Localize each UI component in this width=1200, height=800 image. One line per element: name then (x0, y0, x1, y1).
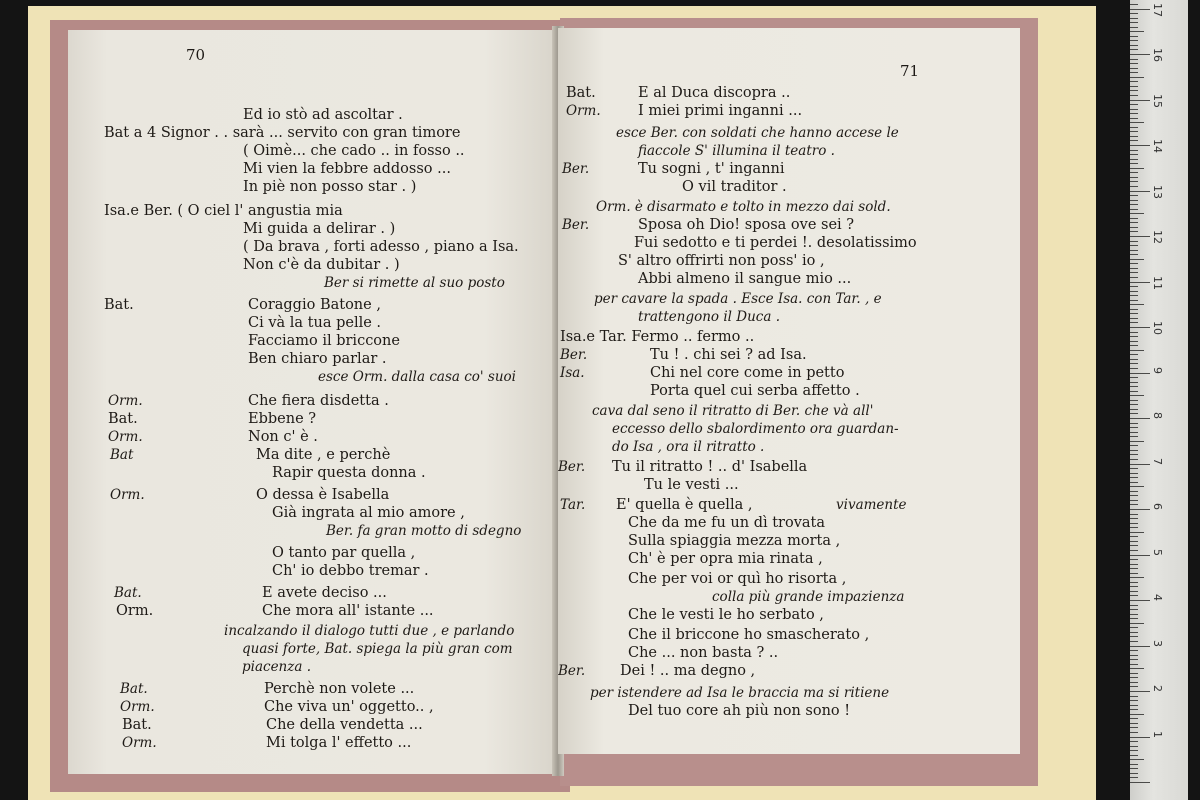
ruler-tick (1130, 241, 1138, 242)
ruler-tick (1130, 705, 1138, 706)
text-line: eccesso dello sbalordimento ora guardan- (612, 421, 899, 437)
text-line: quasi forte, Bat. spiega la più gran com (242, 641, 513, 657)
ruler-tick (1130, 332, 1138, 333)
text-line: Ber. fa gran motto di sdegno (326, 523, 522, 539)
text-line: Isa.e Tar. Fermo .. fermo .. (560, 329, 755, 345)
ruler-tick (1130, 659, 1138, 660)
ruler-tick (1130, 577, 1144, 578)
ruler-tick (1130, 504, 1138, 505)
ruler-label: 14 (1151, 139, 1164, 153)
ruler-tick (1130, 259, 1144, 260)
ruler-tick (1130, 272, 1138, 273)
ruler-tick (1130, 436, 1138, 437)
ruler-tick (1130, 450, 1138, 451)
ruler-tick (1130, 718, 1138, 719)
ruler-tick (1130, 764, 1138, 765)
text-line: Tu il ritratto ! .. d' Isabella (612, 459, 808, 475)
text-line: Orm. (110, 487, 145, 503)
ruler-tick (1130, 668, 1144, 669)
ruler-tick (1130, 400, 1138, 401)
text-line: Chi nel core come in petto (650, 365, 845, 381)
ruler-tick (1130, 614, 1138, 615)
ruler-tick (1130, 691, 1150, 692)
ruler-tick (1130, 282, 1150, 283)
ruler-tick (1130, 441, 1144, 442)
text-line: Bat. (120, 681, 148, 697)
ruler-tick (1130, 109, 1138, 110)
ruler-tick (1130, 145, 1150, 146)
ruler-tick (1130, 177, 1138, 178)
ruler-tick (1130, 664, 1138, 665)
ruler-tick (1130, 277, 1138, 278)
ruler-label: 12 (1151, 230, 1164, 244)
ruler-tick (1130, 222, 1138, 223)
ruler-tick (1130, 464, 1150, 465)
ruler-tick (1130, 454, 1138, 455)
text-line: Isa. (560, 365, 585, 381)
text-line: E al Duca discopra .. (638, 85, 791, 101)
ruler-tick (1130, 291, 1138, 292)
ruler-tick (1130, 641, 1138, 642)
text-line: trattengono il Duca . (638, 309, 780, 325)
ruler-tick (1130, 386, 1138, 387)
ruler-tick (1130, 313, 1138, 314)
ruler-tick (1130, 500, 1138, 501)
ruler-tick (1130, 491, 1138, 492)
ruler-tick (1130, 727, 1138, 728)
text-line: Porta quel cui serba affetto . (650, 383, 860, 399)
text-line: do Isa , ora il ritratto . (612, 439, 765, 455)
text-line: Ma dite , e perchè (256, 447, 391, 463)
left-page (68, 30, 558, 774)
ruler-tick (1130, 181, 1138, 182)
ruler-tick (1130, 140, 1138, 141)
ruler-tick (1130, 163, 1138, 164)
ruler-tick (1130, 13, 1138, 14)
text-line: esce Ber. con soldati che hanno accese le (616, 125, 899, 141)
ruler-tick (1130, 318, 1138, 319)
ruler-label: 17 (1151, 2, 1164, 17)
ruler-tick (1130, 27, 1138, 28)
text-line: Orm. (120, 699, 155, 715)
text-line: Ber. (558, 459, 586, 475)
ruler-tick (1130, 486, 1144, 487)
ruler-tick (1130, 127, 1138, 128)
ruler-tick (1130, 81, 1138, 82)
ruler-tick (1130, 368, 1138, 369)
text-line: per istendere ad Isa le braccia ma si ritiene (590, 685, 890, 701)
ruler-tick (1130, 391, 1138, 392)
ruler-tick (1130, 413, 1138, 414)
ruler-tick (1130, 723, 1138, 724)
text-line: fiaccole S' illumina il teatro . (638, 143, 835, 159)
ruler-tick (1130, 172, 1138, 173)
text-line: Dei ! .. ma degno , (620, 663, 756, 679)
ruler-tick (1130, 36, 1138, 37)
text-line: In piè non posso star . ) (243, 179, 417, 195)
ruler-tick (1130, 131, 1138, 132)
ruler-tick (1130, 286, 1138, 287)
ruler-tick (1130, 300, 1138, 301)
ruler-tick (1130, 600, 1150, 601)
ruler-tick (1130, 677, 1138, 678)
text-line: Che ... non basta ? .. (628, 645, 779, 661)
text-line: ( Da brava , forti adesso , piano a Isa. (243, 239, 519, 255)
ruler-tick (1130, 341, 1138, 342)
ruler-tick (1130, 568, 1138, 569)
ruler-tick (1130, 595, 1138, 596)
ruler-tick (1130, 304, 1144, 305)
text-line: S' altro offrirti non poss' io , (618, 253, 825, 269)
text-line: Non c' è . (248, 429, 318, 445)
ruler-tick (1130, 363, 1138, 364)
ruler-label: 1 (1151, 730, 1164, 738)
text-line: piacenza . (242, 659, 311, 675)
ruler-tick (1130, 509, 1150, 510)
ruler-tick (1130, 31, 1144, 32)
text-line: Del tuo core ah più non sono ! (628, 703, 851, 719)
ruler-tick (1130, 495, 1138, 496)
text-line: Ber. (562, 161, 590, 177)
right-page (558, 28, 1020, 754)
ruler-label: 7 (1151, 457, 1164, 465)
text-line: Tu ! . chi sei ? ad Isa. (650, 347, 807, 363)
text-line: Bat (110, 447, 134, 463)
ruler-tick (1130, 632, 1138, 633)
ruler-tick (1130, 618, 1138, 619)
ruler-tick (1130, 696, 1138, 697)
text-line: Ber. (558, 663, 586, 679)
ruler-tick (1130, 200, 1138, 201)
ruler-tick (1130, 195, 1138, 196)
ruler-tick (1130, 609, 1138, 610)
text-line: Ed io stò ad ascoltar . (243, 107, 403, 123)
ruler-tick (1130, 90, 1138, 91)
ruler-tick (1130, 591, 1138, 592)
ruler-tick (1130, 336, 1138, 337)
text-line: Bat. (108, 411, 138, 427)
ruler-tick (1130, 532, 1144, 533)
ruler-tick (1130, 186, 1138, 187)
text-line: Che mora all' istante ... (262, 603, 434, 619)
ruler-tick (1130, 295, 1138, 296)
text-line: Bat. (566, 85, 596, 101)
ruler-tick (1130, 409, 1138, 410)
ruler-tick (1130, 359, 1138, 360)
ruler-tick (1130, 49, 1138, 50)
ruler-tick (1130, 586, 1138, 587)
ruler-tick (1130, 245, 1138, 246)
ruler-label: 16 (1151, 48, 1164, 62)
text-line: Mi guida a delirar . ) (243, 221, 396, 237)
ruler-tick (1130, 737, 1150, 738)
text-line: incalzando il dialogo tutti due , e parlando (224, 623, 515, 639)
text-line: Perchè non volete ... (264, 681, 415, 697)
ruler-tick (1130, 777, 1138, 778)
ruler-tick (1130, 427, 1138, 428)
text-line: Tar. (560, 497, 586, 513)
text-line: Orm. (566, 103, 601, 119)
text-line: Sulla spiaggia mezza morta , (628, 533, 841, 549)
ruler-tick (1130, 527, 1138, 528)
page-number-left: 70 (186, 46, 206, 64)
ruler-tick (1130, 682, 1138, 683)
ruler-tick (1130, 95, 1138, 96)
text-line: Orm. (108, 429, 143, 445)
ruler-tick (1130, 573, 1138, 574)
ruler-tick (1130, 627, 1138, 628)
ruler-tick (1130, 523, 1138, 524)
text-line: Bat. (104, 297, 134, 313)
text-line: Orm. (108, 393, 143, 409)
ruler-tick (1130, 236, 1150, 237)
ruler-label: 6 (1151, 503, 1164, 510)
ruler-tick (1130, 750, 1138, 751)
ruler-tick (1130, 218, 1138, 219)
ruler-tick (1130, 432, 1138, 433)
ruler-tick (1130, 86, 1138, 87)
ruler-tick (1130, 423, 1138, 424)
text-line: Ch' io debbo tremar . (272, 563, 429, 579)
ruler-tick (1130, 473, 1138, 474)
text-line: O vil traditor . (682, 179, 787, 195)
ruler-tick (1130, 382, 1138, 383)
ruler-tick (1130, 404, 1138, 405)
ruler-tick (1130, 231, 1138, 232)
ruler-tick (1130, 72, 1138, 73)
ruler-tick (1130, 623, 1144, 624)
ruler-tick (1130, 700, 1138, 701)
ruler-tick (1130, 559, 1138, 560)
ruler-tick (1130, 254, 1138, 255)
ruler-label: 8 (1151, 412, 1164, 419)
text-line: Non c'è da dubitar . ) (243, 257, 400, 273)
text-line: Ch' è per opra mia rinata , (628, 551, 823, 567)
text-line: Ci và la tua pelle . (248, 315, 382, 331)
text-line: ( Oimè... che cado .. in fosso .. (243, 143, 465, 159)
ruler-tick (1130, 686, 1138, 687)
page-number-right: 71 (900, 62, 920, 80)
ruler-tick (1130, 782, 1150, 783)
text-line: Ber. (562, 217, 590, 233)
ruler-tick (1130, 322, 1138, 323)
text-line: Orm. è disarmato e tolto in mezzo dai sold. (596, 199, 891, 215)
ruler-label: 4 (1151, 594, 1164, 601)
text-line: Che fiera disdetta . (248, 393, 389, 409)
ruler-tick (1130, 9, 1150, 10)
ruler-tick (1130, 113, 1138, 114)
ruler-tick (1130, 709, 1138, 710)
text-line: esce Orm. dalla casa co' suoi (318, 369, 516, 385)
ruler-tick (1130, 564, 1138, 565)
ruler-tick (1130, 209, 1138, 210)
text-line: Orm. (122, 735, 157, 751)
ruler-tick (1130, 4, 1138, 5)
ruler-tick (1130, 714, 1144, 715)
ruler-tick (1130, 268, 1138, 269)
text-line: Che le vesti le ho serbato , (628, 607, 824, 623)
text-line: Abbi almeno il sangue mio ... (638, 271, 852, 287)
text-line: Mi tolga l' effetto ... (266, 735, 412, 751)
ruler-label: 10 (1151, 321, 1164, 335)
ruler-tick (1130, 136, 1138, 137)
text-line: Già ingrata al mio amore , (272, 505, 465, 521)
ruler-tick (1130, 118, 1138, 119)
text-line: Che per voi or quì ho risorta , (628, 571, 847, 587)
ruler-tick (1130, 673, 1138, 674)
ruler-tick (1130, 327, 1150, 328)
ruler-tick (1130, 650, 1138, 651)
text-line: Isa.e Ber. ( O ciel l' angustia mia (104, 203, 343, 219)
text-line: Bat. (122, 717, 152, 733)
text-line: O tanto par quella , (272, 545, 416, 561)
ruler-tick (1130, 536, 1138, 537)
ruler-tick (1130, 468, 1138, 469)
text-line: Mi vien la febbre addosso ... (243, 161, 451, 177)
text-line: Che viva un' oggetto.. , (264, 699, 434, 715)
ruler-tick (1130, 373, 1150, 374)
ruler-tick (1130, 77, 1144, 78)
ruler-tick (1130, 755, 1138, 756)
ruler-label: 15 (1151, 93, 1164, 108)
text-line: vivamente (836, 497, 907, 513)
ruler-tick (1130, 555, 1150, 556)
text-line: O dessa è Isabella (256, 487, 390, 503)
text-line: Bat. (114, 585, 142, 601)
ruler-tick (1130, 154, 1138, 155)
ruler-tick (1130, 773, 1138, 774)
ruler-label: 2 (1151, 685, 1164, 692)
ruler-tick (1130, 350, 1144, 351)
ruler-tick (1130, 168, 1144, 169)
ruler-tick (1130, 768, 1138, 769)
ruler-tick (1130, 459, 1138, 460)
ruler-tick (1130, 550, 1138, 551)
ruler-label: 9 (1151, 366, 1164, 374)
text-line: Ebbene ? (248, 411, 317, 427)
ruler-tick (1130, 150, 1138, 151)
ruler-tick (1130, 655, 1138, 656)
ruler-tick (1130, 354, 1138, 355)
ruler-tick (1130, 309, 1138, 310)
ruler-tick (1130, 22, 1138, 23)
ruler-tick (1130, 605, 1138, 606)
ruler-tick (1130, 636, 1138, 637)
text-line: Rapir questa donna . (272, 465, 426, 481)
ruler-label: 13 (1151, 184, 1164, 199)
ruler-tick (1130, 345, 1138, 346)
ruler-tick (1130, 159, 1138, 160)
ruler-tick (1130, 122, 1144, 123)
text-line: cava dal seno il ritratto di Ber. che và all' (592, 403, 874, 419)
ruler-tick (1130, 250, 1138, 251)
text-line: Coraggio Batone , (248, 297, 381, 313)
ruler-tick (1130, 482, 1138, 483)
ruler-tick (1130, 191, 1150, 192)
ruler-tick (1130, 213, 1144, 214)
text-line: Tu le vesti ... (644, 477, 739, 493)
measuring-ruler (1130, 0, 1188, 800)
ruler-tick (1130, 45, 1138, 46)
ruler-label: 3 (1151, 639, 1164, 647)
ruler-tick (1130, 445, 1138, 446)
ruler-tick (1130, 100, 1150, 101)
ruler-tick (1130, 418, 1150, 419)
text-line: Che della vendetta ... (266, 717, 423, 733)
text-line: Bat a 4 Signor . . sarà ... servito con gran timore (104, 125, 461, 141)
ruler-tick (1130, 514, 1138, 515)
ruler-tick (1130, 541, 1138, 542)
ruler-tick (1130, 759, 1144, 760)
ruler-label: 5 (1151, 548, 1164, 556)
ruler-tick (1130, 18, 1138, 19)
ruler-tick (1130, 732, 1138, 733)
text-line: Che il briccone ho smascherato , (628, 627, 870, 643)
ruler-tick (1130, 59, 1138, 60)
text-line: Facciamo il briccone (248, 333, 400, 349)
text-line: E avete deciso ... (262, 585, 387, 601)
text-line: Sposa oh Dio! sposa ove sei ? (638, 217, 855, 233)
ruler-tick (1130, 377, 1138, 378)
text-line: E' quella è quella , (616, 497, 753, 513)
text-line: Orm. (116, 603, 154, 619)
text-line: Ber. (560, 347, 588, 363)
text-line: Ber si rimette al suo posto (324, 275, 505, 291)
text-line: colla più grande impazienza (712, 589, 905, 605)
ruler-tick (1130, 646, 1150, 647)
ruler-tick (1130, 63, 1138, 64)
ruler-tick (1130, 741, 1138, 742)
ruler-label: 11 (1151, 275, 1164, 290)
ruler-tick (1130, 518, 1138, 519)
ruler-tick (1130, 263, 1138, 264)
ruler-tick (1130, 545, 1138, 546)
ruler-tick (1130, 582, 1138, 583)
ruler-tick (1130, 104, 1138, 105)
text-line: Tu sogni , t' inganni (638, 161, 785, 177)
ruler-tick (1130, 477, 1138, 478)
text-line: Che da me fu un dì trovata (628, 515, 826, 531)
ruler-tick (1130, 40, 1138, 41)
ruler-tick (1130, 227, 1138, 228)
ruler-tick (1130, 395, 1144, 396)
ruler-tick (1130, 746, 1138, 747)
text-line: Fui sedotto e ti perdei !. desolatissimo (634, 235, 917, 251)
ruler-tick (1130, 68, 1138, 69)
text-line: per cavare la spada . Esce Isa. con Tar. , e (594, 291, 882, 307)
text-line: I miei primi inganni ... (638, 103, 803, 119)
ruler-tick (1130, 54, 1150, 55)
ruler-tick (1130, 204, 1138, 205)
text-line: Ben chiaro parlar . (248, 351, 387, 367)
